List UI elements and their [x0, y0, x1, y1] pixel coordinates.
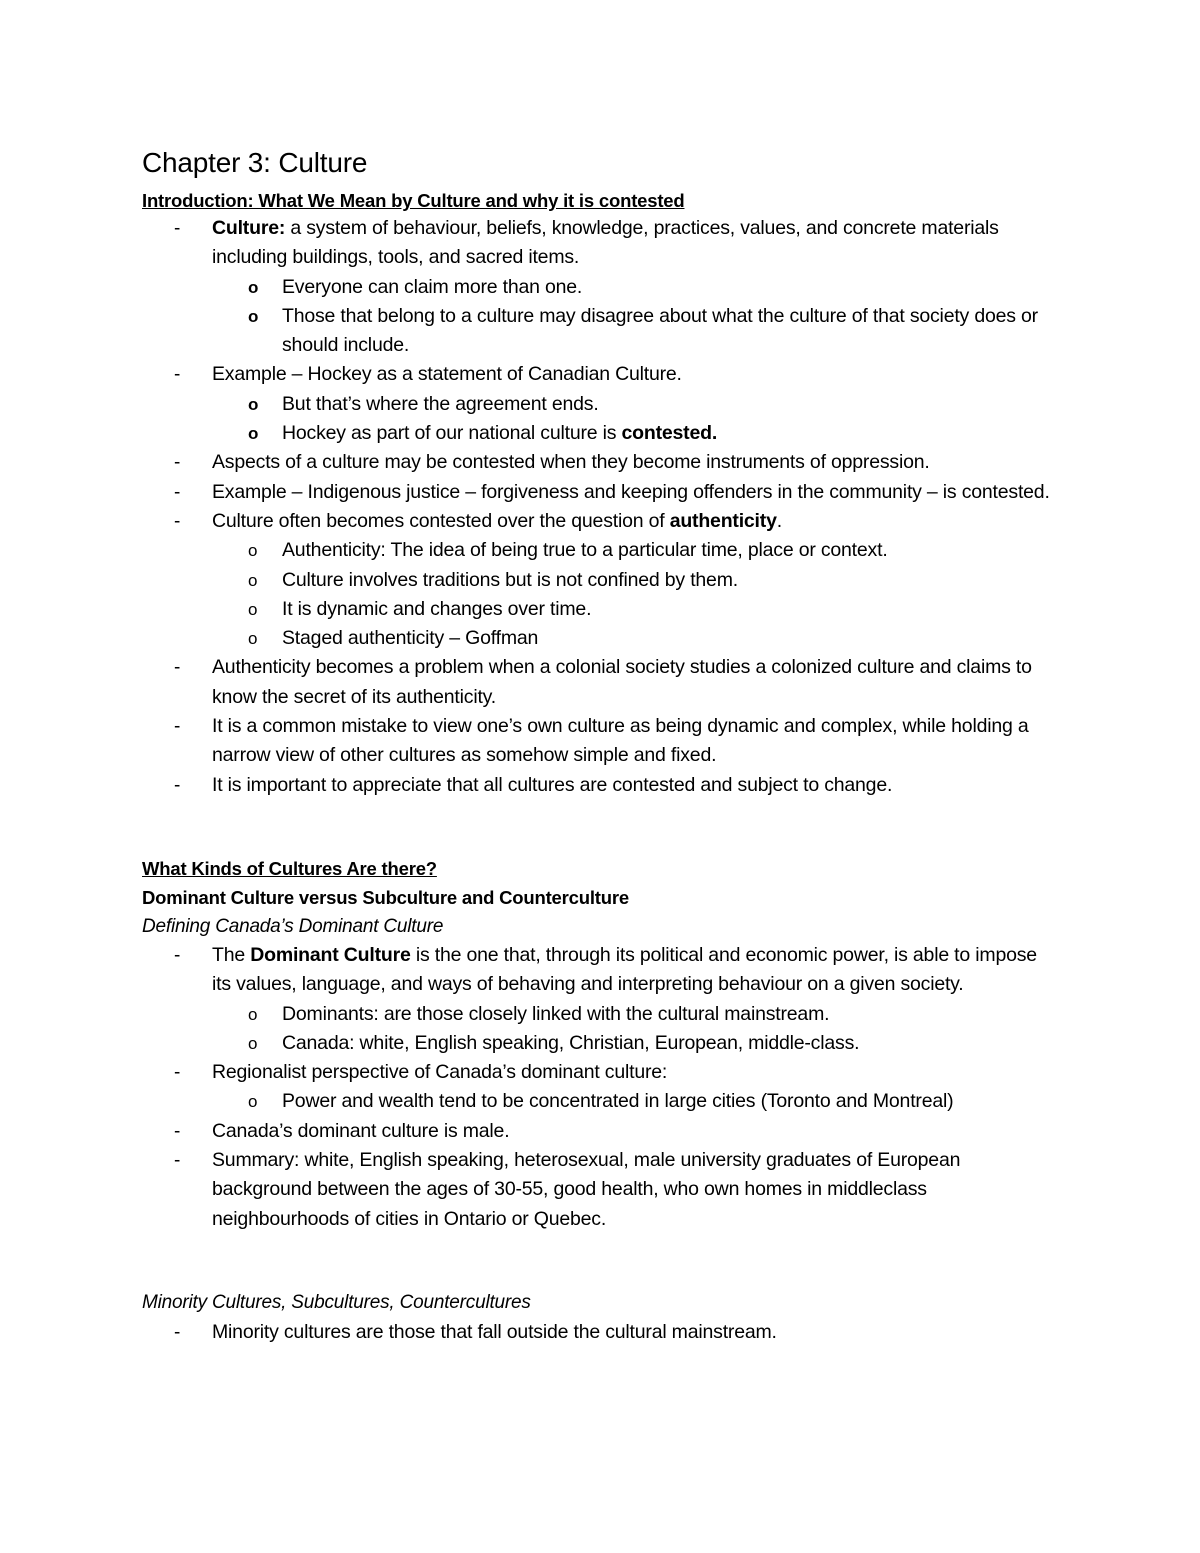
- term-culture: Culture:: [212, 217, 286, 239]
- dash-bullet: -: [174, 945, 181, 966]
- list-item-text: is the one that, through its political and economic power, is able to impose its values, language, and ways of behaving and interpreting behaviour on a given society.: [212, 944, 1037, 996]
- list-item: [0, 712, 1057, 771]
- list-item: [0, 390, 1057, 419]
- hollow-circle-bullet-icon: o: [248, 1004, 258, 1024]
- page-title: Chapter 3: Culture: [142, 147, 368, 178]
- list-item-text: It is important to appreciate that all cultures are contested and subject to change.: [212, 773, 893, 796]
- kinds-italic-heading: Defining Canada’s Dominant Culture: [142, 916, 444, 937]
- circle-bullet-icon: o: [248, 424, 259, 444]
- list-item-text: a system of behaviour, beliefs, knowledge, practices, values, and concrete materials including buildings, tools, and sacred items.: [212, 217, 999, 269]
- list-item: [0, 507, 1057, 536]
- term-dominant-culture: Dominant Culture: [250, 944, 411, 966]
- list-item-text: Minority cultures are those that fall outside the cultural mainstream.: [212, 1321, 777, 1343]
- minority-list: [0, 1318, 1200, 1347]
- list-item: [0, 653, 1057, 712]
- list-item-text: Power and wealth tend to be concentrated in large cities (Toronto and Montreal): [282, 1090, 954, 1113]
- list-item-text: Culture involves traditions but is not confined by them.: [282, 568, 738, 591]
- list-item-text: Canada: white, English speaking, Christian, European, middle-class.: [282, 1031, 860, 1054]
- list-item: [0, 478, 1057, 507]
- list-item-text: Example – Indigenous justice – forgiveness and keeping offenders in the community – is contested.: [212, 480, 1050, 503]
- list-item: [0, 273, 1057, 302]
- term-authenticity: authenticity: [669, 509, 777, 532]
- list-item-text: Staged authenticity – Goffman: [282, 627, 539, 650]
- kinds-subheading: Dominant Culture versus Subculture and Counterculture: [142, 887, 629, 908]
- term-contested: contested.: [621, 422, 718, 445]
- list-item-text: Authenticity: The idea of being true to a particular time, place or context.: [282, 539, 888, 562]
- hollow-circle-bullet-icon: o: [248, 1033, 258, 1053]
- list-item: [0, 624, 1057, 653]
- list-item-text: Example – Hockey as a statement of Canadian Culture.: [212, 363, 682, 386]
- dash-bullet: -: [174, 510, 181, 532]
- list-item: [0, 419, 1057, 448]
- list-item-text: Canada’s dominant culture is male.: [212, 1119, 510, 1142]
- circle-bullet-icon: o: [248, 306, 259, 326]
- dash-bullet: -: [174, 1120, 181, 1142]
- list-item: [0, 448, 1057, 477]
- dash-bullet: -: [174, 1322, 181, 1343]
- hollow-circle-bullet-icon: o: [248, 570, 258, 590]
- list-item: [0, 1117, 1057, 1146]
- list-item-text: It is dynamic and changes over time.: [282, 597, 592, 620]
- dash-bullet: -: [174, 1150, 181, 1172]
- intro-list: [0, 214, 1200, 800]
- list-item-text: Regionalist perspective of Canada’s dominant culture:: [212, 1061, 668, 1084]
- kinds-list: [0, 941, 1200, 1234]
- list-item: [0, 360, 1057, 389]
- list-item-text: Authenticity becomes a problem when a colonial society studies a colonized culture and claims to know the secret of its authenticity.: [212, 656, 1032, 708]
- list-item-text: Culture often becomes contested over the question of: [212, 509, 670, 532]
- list-item: [0, 1087, 1057, 1116]
- list-item-text: The: [212, 944, 251, 966]
- list-item: [0, 1029, 1057, 1058]
- dash-bullet: -: [174, 452, 181, 474]
- list-item: [0, 771, 1057, 800]
- list-item-text: Summary: white, English speaking, heterosexual, male university graduates of European background between the ages of 30-55, good health, who own homes in middleclass neighbourhoods of cities in Ontario or Quebec.: [212, 1149, 961, 1230]
- list-item-text: It is a common mistake to view one’s own culture as being dynamic and complex, while holding a narrow view of other cultures as somehow simple and fixed.: [212, 715, 1029, 767]
- list-item: [0, 566, 1057, 595]
- intro-heading: Introduction: What We Mean by Culture and why it is contested: [142, 190, 685, 211]
- hollow-circle-bullet-icon: o: [248, 1092, 258, 1112]
- list-item-text: Dominants: are those closely linked with the cultural mainstream.: [282, 1002, 830, 1025]
- list-item-text: Hockey as part of our national culture is: [282, 422, 622, 445]
- minority-italic-heading: Minority Cultures, Subcultures, Countercultures: [142, 1292, 531, 1313]
- dash-bullet: -: [174, 1062, 181, 1084]
- list-item-text: But that’s where the agreement ends.: [282, 392, 599, 415]
- list-item-text: Those that belong to a culture may disagree about what the culture of that society does or should include.: [282, 304, 1038, 357]
- list-item: [0, 1146, 1057, 1234]
- list-item: [0, 1318, 1057, 1347]
- list-item: [0, 302, 1057, 361]
- list-item: [0, 536, 1057, 565]
- hollow-circle-bullet-icon: o: [248, 541, 258, 561]
- list-item-text: Aspects of a culture may be contested when they become instruments of oppression.: [212, 451, 930, 474]
- list-item: [0, 214, 1057, 273]
- list-item: [0, 941, 1057, 1000]
- dash-bullet: -: [174, 481, 181, 503]
- hollow-circle-bullet-icon: o: [248, 599, 258, 619]
- list-item-text: .: [776, 509, 782, 532]
- dash-bullet: -: [174, 716, 181, 738]
- circle-bullet-icon: o: [248, 394, 259, 414]
- dash-bullet: -: [174, 364, 181, 386]
- list-item: [0, 595, 1057, 624]
- hollow-circle-bullet-icon: o: [248, 629, 258, 649]
- dash-bullet: -: [174, 774, 181, 796]
- dash-bullet: -: [174, 657, 181, 679]
- dash-bullet: -: [174, 218, 181, 239]
- kinds-heading: What Kinds of Cultures Are there?: [142, 858, 437, 879]
- list-item: [0, 1000, 1057, 1029]
- circle-bullet-icon: o: [248, 277, 259, 297]
- list-item-text: Everyone can claim more than one.: [282, 275, 583, 298]
- list-item: [0, 1058, 1057, 1087]
